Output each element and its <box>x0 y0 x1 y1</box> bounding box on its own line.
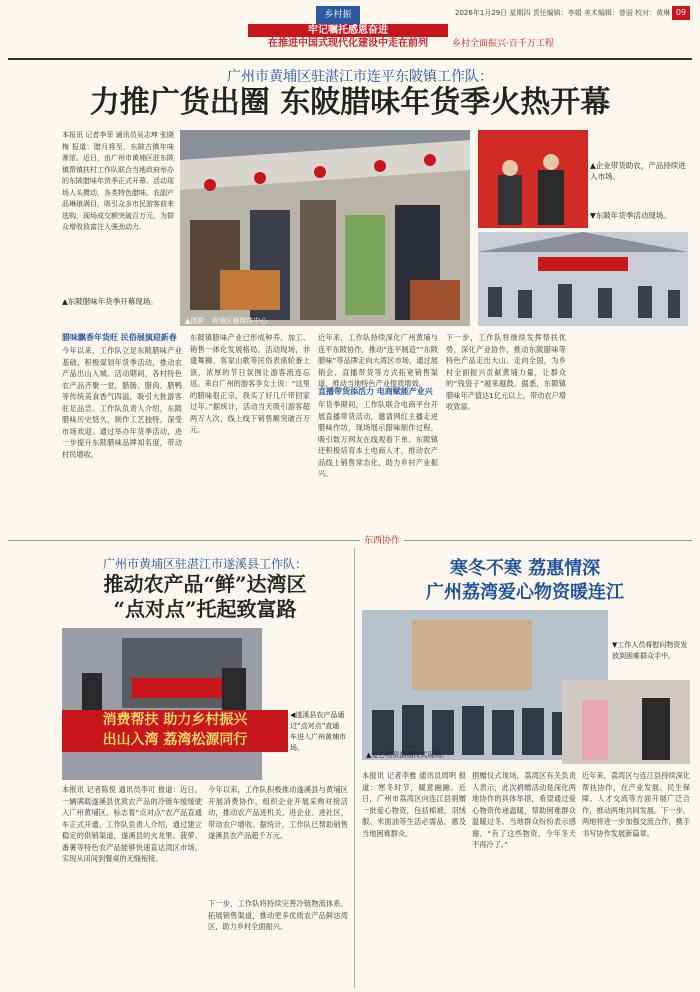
story3-headline-l1: 寒冬不寒 荔惠情深 <box>449 558 601 579</box>
delivery-photo <box>562 680 690 764</box>
header-banner <box>248 24 448 48</box>
story3-body3: 近年来，荔湾区与连江县持续深化帮扶协作，在产业发展、民生保障、人才交流等方面开展广泛合作，推动两地共同发展。下一步，两地将进一步加强交流合作，携手书写协作发展新篇章。 <box>582 771 690 838</box>
story3-caption-right: ▼工作人员将慰问物资发放到困难群众手中。 <box>612 641 688 660</box>
story1-col1: 今年以来，工作队立足东陂腊味产业基础，积极谋划年货季活动，推动农产品出山入城。活动期间，各村特色农产品齐聚一堂，腊肠、腊肉、腊鸭等传统美食香气四溢，吸引大批游客驻足品尝。工作队负责人介绍，东陂腊味历史悠久，制作工艺独特，深受市场欢迎。通过举办年货季活动，进一步提升东陂腊味品牌知名度，带动村民增收。 <box>62 346 182 459</box>
banner-side: 乡村全面振兴·百千万工程 <box>452 39 554 49</box>
story2-body2: 今年以来，工作队积极推动遂溪县与黄埔区开展消费协作，组织企业开展采购对接活动，推动农产品进机关、进企业、进社区，带动农户增收。据统计，工作队已帮助销售遂溪县农产品超千万元。 <box>208 785 348 840</box>
page-number: 09 <box>672 6 690 20</box>
date-line: 2026年1月29日 星期四 责任编辑：李娟 美术编辑：曾丽 校对：黄琳 <box>455 9 671 17</box>
market-photo <box>180 130 470 326</box>
banner-line1: 牢记嘱托感恩奋进 <box>248 24 448 37</box>
section-tag: 东西协作 <box>360 533 404 546</box>
story2-kicker: 广州市黄埔区驻湛江市遂溪县工作队： <box>102 557 307 571</box>
story2-headline-l1: 推动农产品“鲜”达湾区 <box>103 572 307 596</box>
story1-lead: 本报讯 记者李菲 通讯员吴志坤 张晓梅 报道：腊月将至，东陂古镇年味渐浓。近日，由广州市黄埔区驻东陂镇帮镇扶村工作队联合当地政府举办的东陂腊味年货季正式开幕。活动现场人头攒动，各类特色腊味、农副产品琳琅满目，吸引众多市民游客前来选购，现场成交额突破百万元，为群众增收致富注入强劲动力。 <box>62 131 174 231</box>
story2-body3: 下一步，工作队将持续完善冷链物流体系，拓展销售渠道，推动更多优质农产品鲜达湾区，助力乡村全面振兴。 <box>208 899 348 931</box>
banner-line2: 在推进中国式现代化建设中走在前列 <box>268 38 428 49</box>
market-scene-illustration <box>180 130 470 326</box>
fair-stage-photo <box>478 130 588 228</box>
crowd-illustration <box>478 232 688 326</box>
banner-line2: 出山入湾 荔湾松源同行 <box>102 732 248 748</box>
produce-truck-photo <box>62 628 262 780</box>
story3-body1: 本报讯 记者李雅 通讯员周明 报道：寒冬时节，暖意融融。近日，广州市荔湾区向连江县捐赠一批爱心物资，包括棉被、羽绒服、米面油等生活必需品，惠及当地困难群众。 <box>362 771 466 838</box>
section-rule <box>8 540 692 541</box>
story1-caption-b: ▼东陂年货季活动现场。 <box>590 211 671 220</box>
story3-caption-left: ▲爱心物资捐赠仪式现场。 <box>366 751 449 759</box>
consumption-banner <box>62 710 288 752</box>
story2-body1: 本报讯 记者陈悦 通讯员李可 报道：近日，一辆满载遂溪县优质农产品的冷链车缓缓驶入广州黄埔区，标志着“点对点”农产品直通车正式开通。工作队负责人介绍，通过建立稳定的供销渠道，遂溪县的火龙果、菠萝、番薯等特色农产品能够快速直达湾区市场，实现从田间到餐桌的无缝衔接。 <box>62 785 202 863</box>
story1-subhead2: 直播带货添活力 电商赋能产业兴 <box>318 387 433 396</box>
stage-illustration <box>478 130 588 228</box>
banner-line1: 消费帮扶 助力乡村振兴 <box>102 712 248 728</box>
story1-col2: 东陂镇腊味产业已形成种养、加工、销售一体化发展格局。活动现场，非遗舞狮、客家山歌等民俗表演轮番上演，浓厚的节日氛围让游客流连忘返。来自广州的游客李女士说：“这里的腊味很正宗，我买了好几斤带回家过年。”据统计，活动当天吸引游客超两万人次，线上线下销售额突破百万元。 <box>190 333 310 434</box>
story2-caption: ◀遂溪县农产品通过“点对点”直通车进入广州黄埔市场。 <box>290 711 346 752</box>
story1-photo-credit: ▲东陂腊味年货季开幕现场。 <box>62 297 158 306</box>
story1-col4: 年货季期间，工作队联合电商平台开展直播带货活动，邀请网红主播走进腊味作坊，现场展示腊味制作过程，吸引数万网友在线观看下单。东陂镇还积极培育本土电商人才，推动农产品线上销售常态化，助力乡村产业振兴。 <box>318 400 438 478</box>
column-divider <box>354 548 355 988</box>
delivery-illustration <box>562 680 690 764</box>
story2-headline-l2: “点对点”托起致富路 <box>113 597 297 621</box>
story3-headline-l2: 广州荔湾爱心物资暖连江 <box>426 582 624 603</box>
story1-subhead1: 腊味飘香年货旺 民俗展演迎新春 <box>62 333 177 342</box>
story1-col5: 下一步，工作队将继续发挥帮扶优势，深化产业协作，推动东陂腊味等特色产品走出大山、走向全国，为乡村全面振兴贡献黄埔力量，让群众的“钱袋子”越来越鼓。据悉，东陂镇腊味年产值达1亿元以上，带动农户增收致富。 <box>446 333 566 411</box>
story1-headline: 力推广货出圈 东陂腊味年货季火热开幕 <box>89 85 611 120</box>
fair-crowd-photo <box>478 232 688 326</box>
story1-kicker: 广州市黄埔区驻湛江市连平东陂镇工作队： <box>227 69 493 85</box>
column-tag: 乡村振 <box>316 6 360 24</box>
story1-photo-credit2: ▲摄影：黄埔区融媒体中心 <box>185 317 268 325</box>
story1-col3: 近年来，工作队持续深化广州黄埔与连平东陂协作，推动“连平制造”“东陂腊味”等品牌走向大湾区市场，通过展销会、直播带货等方式拓宽销售渠道，推动当地特色产业提质增效。 <box>318 333 438 388</box>
header-rule <box>8 58 692 60</box>
story3-body2: 捐赠仪式现场，荔湾区有关负责人表示，此次捐赠活动是深化两地协作的具体举措，希望通过爱心物资传递温暖，帮助困难群众温暖过冬。当地群众纷纷表示感谢，“有了这些物资，今年冬天不再冷了。” <box>472 771 576 849</box>
truck-illustration <box>62 628 262 780</box>
story1-caption-a: ▲企业带货助农，产品持续进入市场。 <box>590 161 686 181</box>
